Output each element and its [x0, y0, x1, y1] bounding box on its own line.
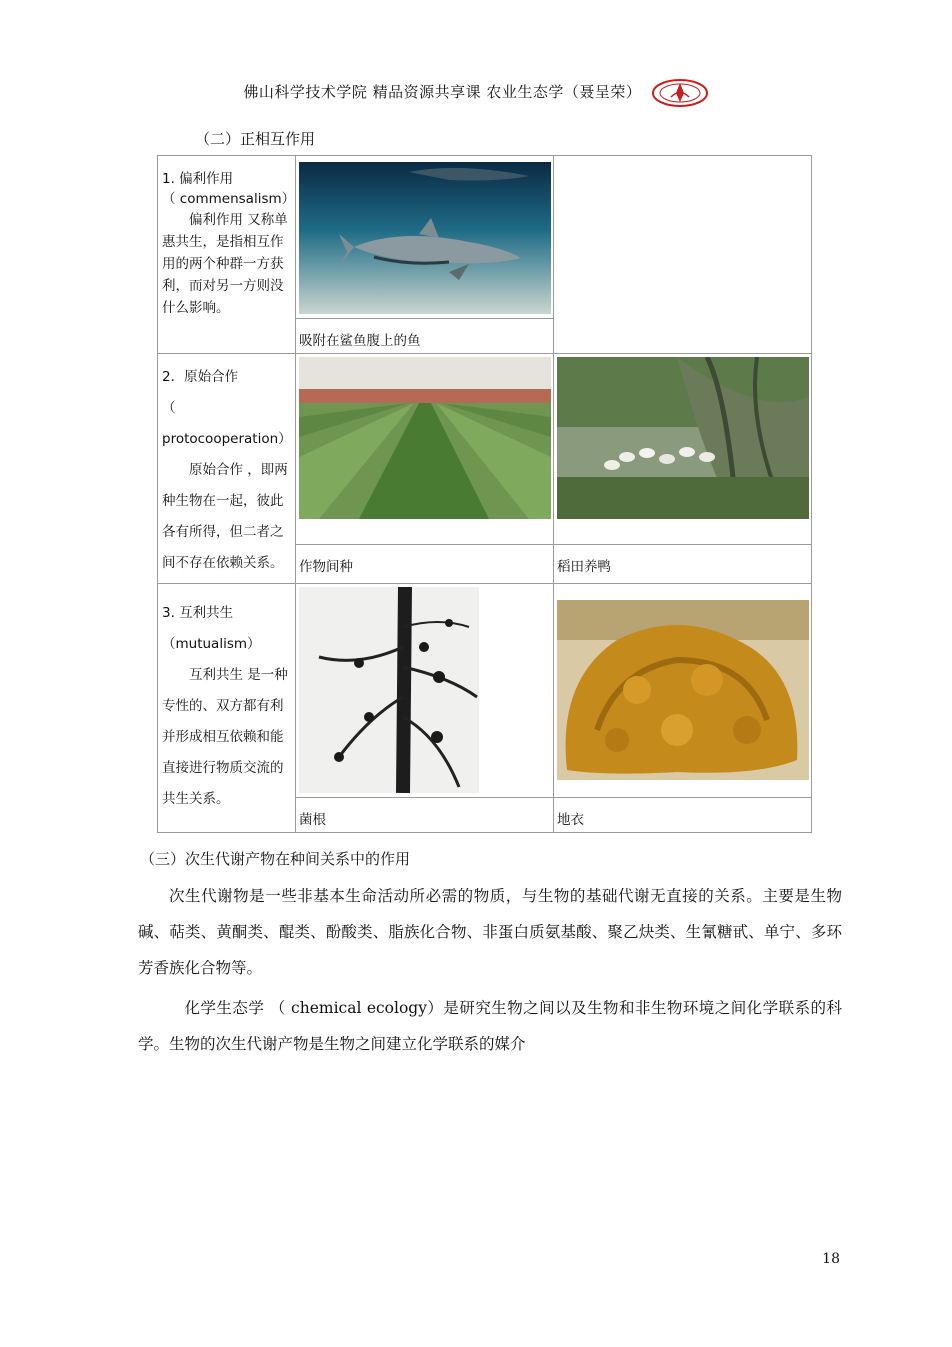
image-cell	[296, 156, 554, 319]
row-title: 1. 偏利作用	[162, 171, 234, 187]
row-english-term: （ commensalism）	[162, 191, 296, 207]
mycorrhiza-roots-photo	[296, 584, 553, 797]
caption-cell	[554, 798, 812, 833]
image-cell	[296, 584, 554, 798]
caption-cell	[554, 544, 812, 583]
image-caption: 地衣	[557, 812, 584, 828]
image-cell	[296, 354, 554, 545]
shark-remora-photo	[296, 156, 553, 318]
image-caption: 吸附在鲨鱼腹上的鱼	[299, 333, 421, 349]
page-header	[0, 78, 952, 108]
row-text: 原始合作 ，即两种生物在一起，彼此各有所得，但二者之间不存在依赖关系。	[162, 462, 288, 571]
interaction-table	[157, 155, 812, 833]
caption-cell	[296, 798, 554, 833]
row-desc-cell	[158, 584, 296, 833]
section-two-heading: （二）正相互作用	[195, 130, 316, 148]
paddy-ducks-photo	[554, 354, 811, 523]
image-cell	[554, 584, 812, 798]
image-caption: 稻田养鸭	[557, 558, 611, 575]
header-title: 佛山科学技术学院 精品资源共享课 农业生态学（聂呈荣）	[243, 83, 642, 101]
row-english-term: （ protocooperation）	[162, 400, 292, 447]
intercropping-photo	[296, 354, 553, 523]
image-caption: 作物间种	[299, 558, 353, 575]
paragraph-secondary-metabolites: 次生代谢物是一些非基本生命活动所必需的物质，与生物的基础代谢无直接的关系。主要是生物碱、萜类、黄酮类、醌类、酚酸类、脂族化合物、非蛋白质氨基酸、聚乙炔类、生氰糖甙、单宁、多环芳香族化合物等。	[138, 887, 842, 977]
image-cell	[554, 354, 812, 545]
table-row	[158, 354, 812, 545]
image-caption: 菌根	[299, 812, 326, 828]
row-title: 3. 互利共生	[162, 605, 234, 621]
row-text: 偏利作用 又称单惠共生，是指相互作用的两个种群一方获利，而对另一方则没什么影响。	[162, 212, 288, 316]
row-text: 互利共生 是一种专性的、双方都有利并形成相互依赖和能直接进行物质交流的共生关系。	[162, 667, 288, 807]
table-row	[158, 584, 812, 798]
university-logo-icon	[651, 78, 709, 108]
row-desc-cell	[158, 156, 296, 354]
page-number: 18	[822, 1251, 840, 1267]
caption-cell	[296, 319, 554, 354]
lichen-photo	[554, 584, 811, 784]
row-english-term: （mutualism）	[162, 636, 261, 652]
caption-cell	[296, 544, 554, 583]
row-desc-cell	[158, 354, 296, 584]
section-three-heading: （三）次生代谢产物在种间关系中的作用	[140, 850, 411, 868]
empty-cell	[554, 156, 812, 354]
row-title: 2．原始合作	[162, 369, 239, 385]
table-row	[158, 156, 812, 319]
paragraph-chemical-ecology: 化学生态学 （ chemical ecology）是研究生物之间以及生物和非生物环境之间化学联系的科学。生物的次生代谢产物是生物之间建立化学联系的媒介	[138, 999, 842, 1053]
